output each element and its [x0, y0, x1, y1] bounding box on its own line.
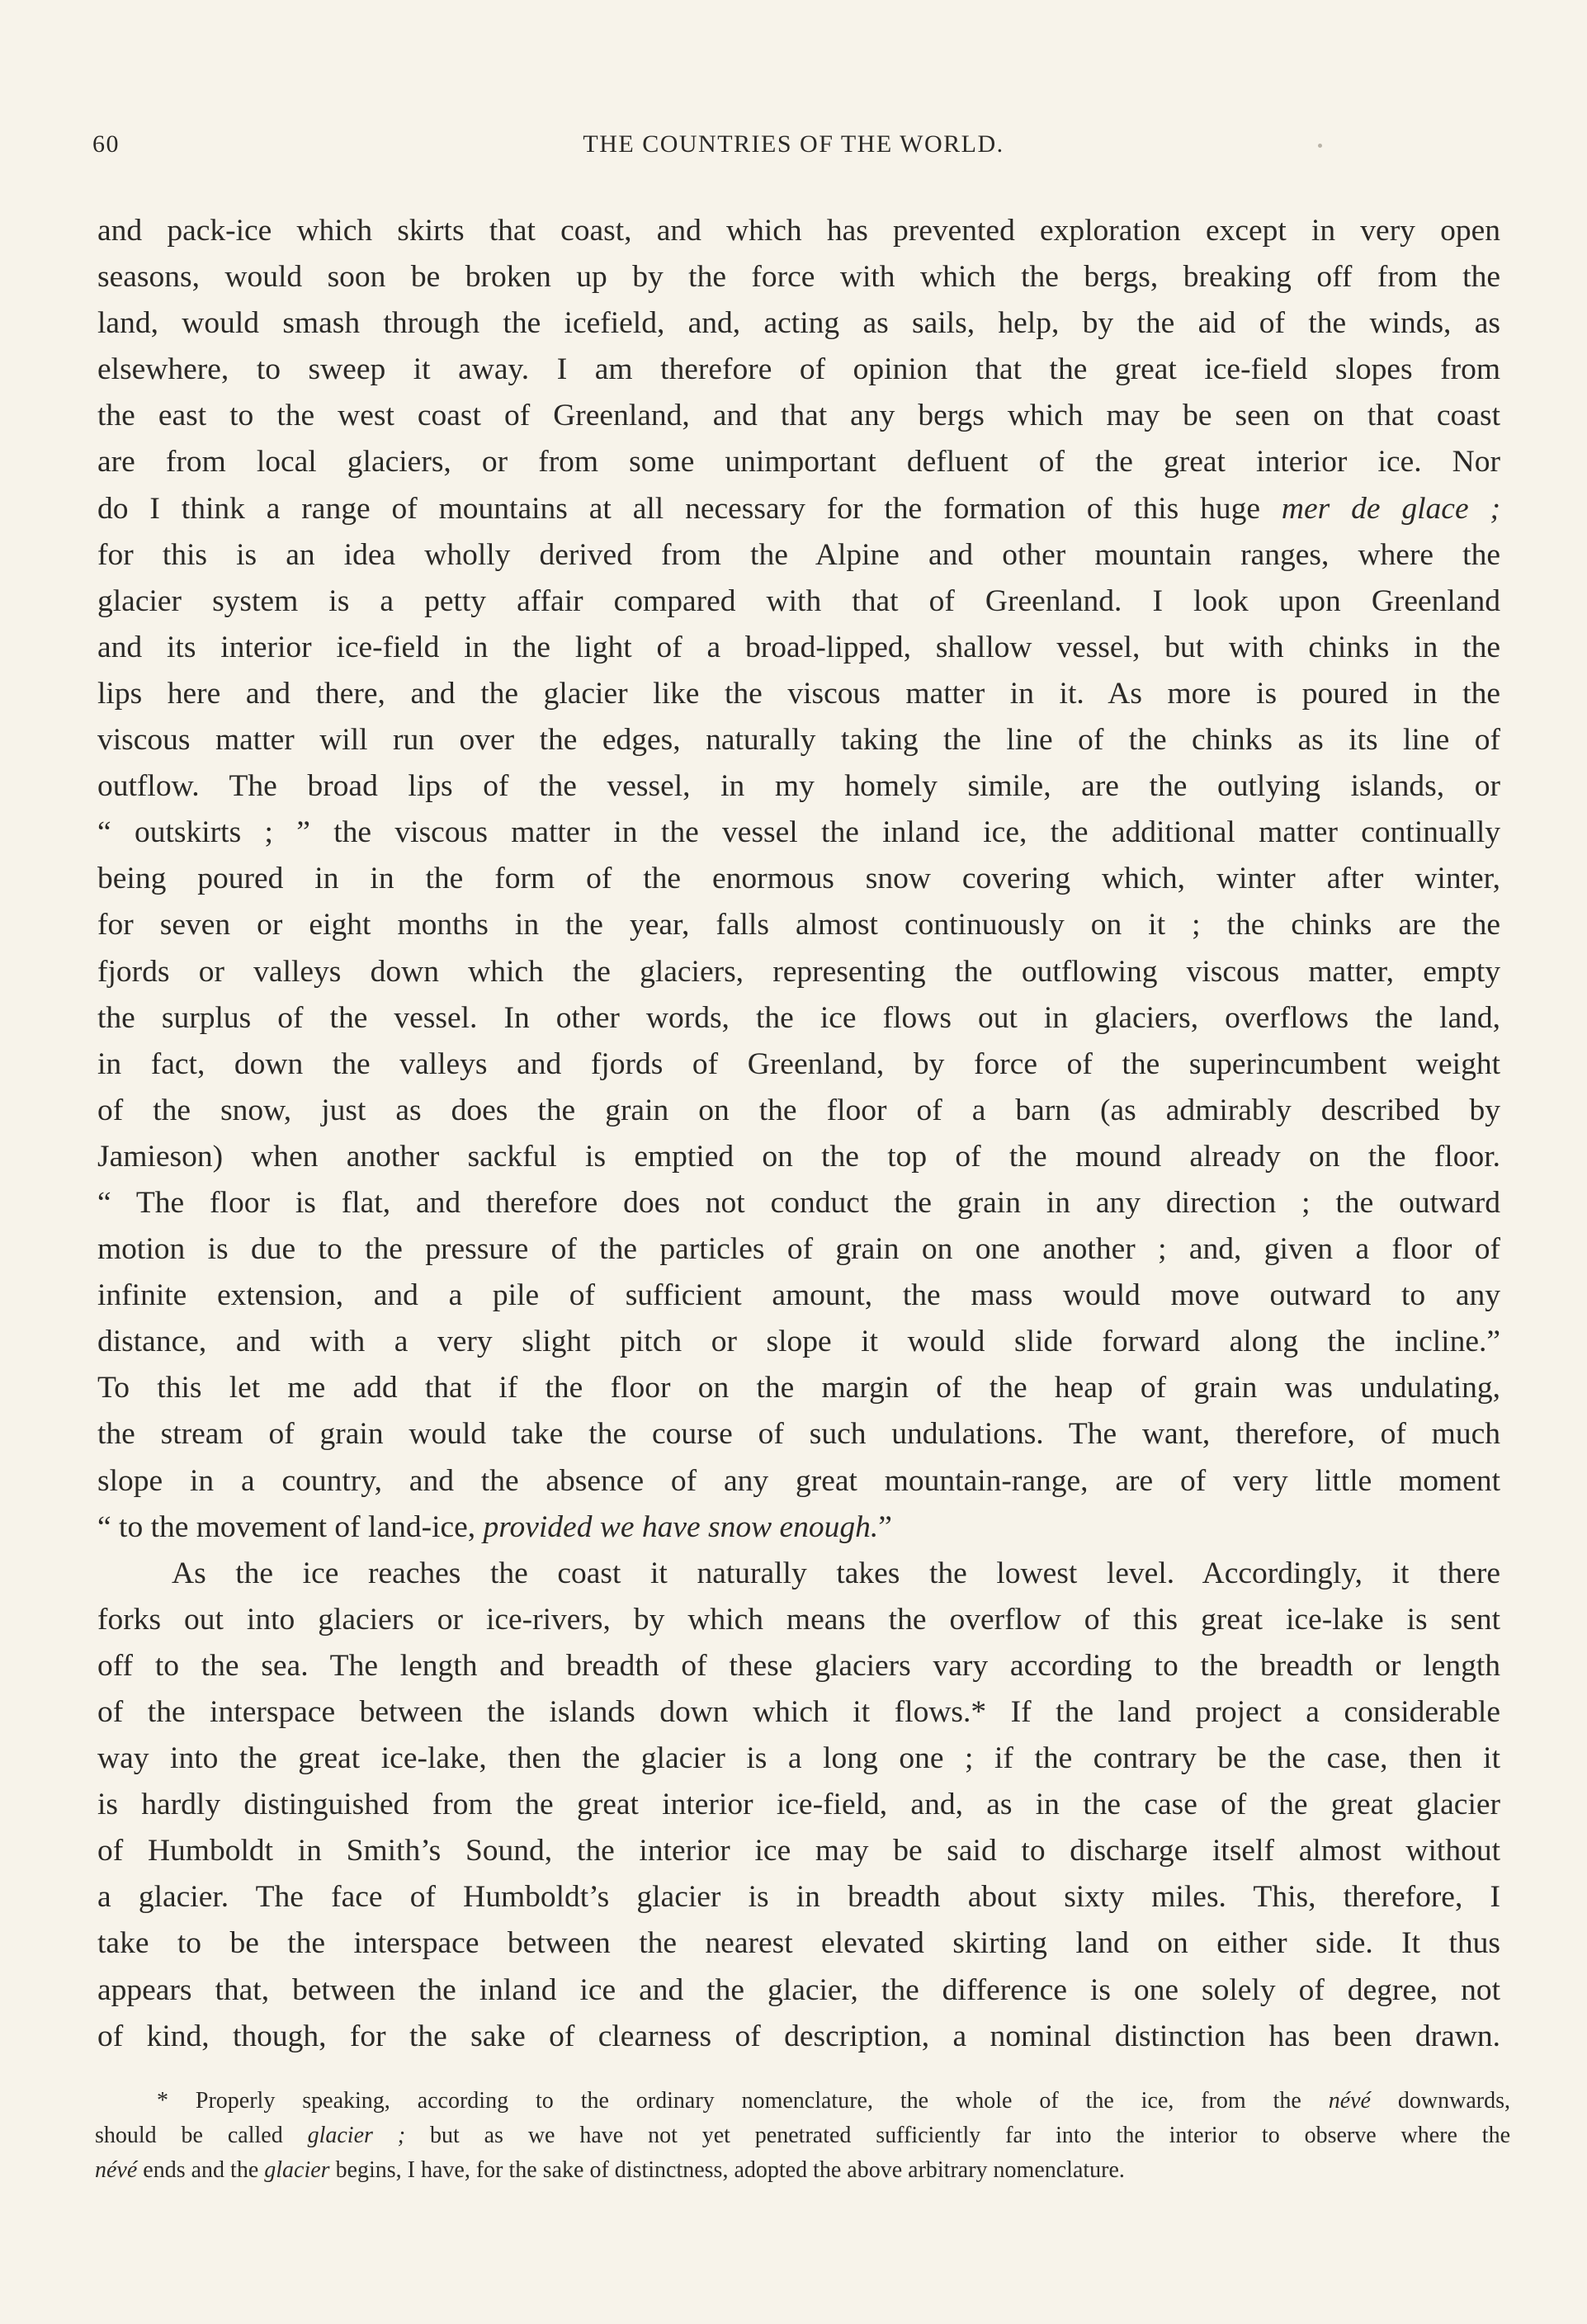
text-line: infinite extension, and a pile of sufficient amount, the mass would move outward to any: [97, 1278, 1500, 1313]
text-line: of the interspace between the islands down which it flows.* If the land project a considerable: [97, 1695, 1500, 1729]
text-line: and pack-ice which skirts that coast, and which has prevented exploration except in very open: [97, 214, 1500, 248]
text-line: “ The floor is flat, and therefore does not conduct the grain in any direction ; the outward: [97, 1185, 1500, 1220]
text-line: do I think a range of mountains at all necessary for the formation of this huge mer de glace ;: [97, 491, 1500, 526]
text-line: are from local glaciers, or from some unimportant defluent of the great interior ice. Nor: [97, 445, 1500, 479]
text-line: motion is due to the pressure of the particles of grain on one another ; and, given a floor of: [97, 1232, 1500, 1267]
footnote-line: névé ends and the glacier begins, I have, for the sake of distinctness, adopted the above arbitrary nomenclature.: [95, 2157, 1125, 2183]
running-title: THE COUNTRIES OF THE WORLD.: [583, 130, 1004, 158]
text-line: of kind, though, for the sake of clearness of description, a nominal distinction has been drawn.: [97, 2019, 1500, 2053]
text-line: is hardly distinguished from the great interior ice-field, and, as in the case of the great glacier: [97, 1788, 1500, 1822]
page-number: 60: [92, 130, 120, 158]
italic-term: glacier: [264, 2157, 330, 2183]
italic-term: névé: [1328, 2088, 1371, 2114]
footnote-line: should be called glacier ; but as we have not yet penetrated sufficiently far into the interior to observe where the: [95, 2123, 1510, 2148]
text-line: seasons, would soon be broken up by the force with which the bergs, breaking off from the: [97, 260, 1500, 295]
text-line: and its interior ice-field in the light of a broad-lipped, shallow vessel, but with chinks in the: [97, 630, 1500, 664]
text-line: for this is an idea wholly derived from the Alpine and other mountain ranges, where the: [97, 537, 1500, 572]
text-line: in fact, down the valleys and fjords of Greenland, by force of the superincumbent weight: [97, 1046, 1500, 1081]
text-line: a glacier. The face of Humboldt’s glacier is in breadth about sixty miles. This, therefore, I: [97, 1880, 1500, 1915]
text-line: of the snow, just as does the grain on the floor of a barn (as admirably described by: [97, 1093, 1500, 1127]
italic-phrase: mer de glace ;: [1281, 491, 1500, 526]
text-line: land, would smash through the icefield, and, acting as sails, help, by the aid of the winds, as: [97, 306, 1500, 341]
text-line: the east to the west coast of Greenland, and that any bergs which may be seen on that coast: [97, 399, 1500, 433]
text-line: “ outskirts ; ” the viscous matter in the vessel the inland ice, the additional matter continually: [97, 815, 1500, 850]
italic-term: glacier ;: [307, 2123, 406, 2148]
text-line: slope in a country, and the absence of any great mountain-range, are of very little moment: [97, 1463, 1500, 1498]
footnote-line: * Properly speaking, according to the ordinary nomenclature, the whole of the ice, from the névé downwards,: [157, 2088, 1511, 2114]
text-line: way into the great ice-lake, then the glacier is a long one ; if the contrary be the case, then it: [97, 1741, 1500, 1776]
text-line: lips here and there, and the glacier like the viscous matter in it. As more is poured in the: [97, 676, 1500, 711]
text-line: forks out into glaciers or ice-rivers, by which means the overflow of this great ice-lake is sent: [97, 1602, 1500, 1637]
text-line: for seven or eight months in the year, falls almost continuously on it ; the chinks are the: [97, 908, 1500, 942]
text-line: viscous matter will run over the edges, naturally taking the line of the chinks as its line of: [97, 723, 1500, 758]
text-line: the surplus of the vessel. In other words, the ice flows out in glaciers, overflows the land,: [97, 1000, 1500, 1035]
text-line: “ to the movement of land-ice, provided we have snow enough.”: [97, 1509, 892, 1544]
text-line: Jamieson) when another sackful is emptied on the top of the mound already on the floor.: [97, 1139, 1500, 1174]
text-line: take to be the interspace between the nearest elevated skirting land on either side. It thus: [97, 1926, 1500, 1961]
text-line: distance, and with a very slight pitch or slope it would slide forward along the incline.”: [97, 1325, 1500, 1359]
text-line: As the ice reaches the coast it naturally takes the lowest level. Accordingly, it there: [172, 1556, 1500, 1590]
ink-speck: [1318, 144, 1322, 148]
text-line: being poured in in the form of the enormous snow covering which, winter after winter,: [97, 862, 1500, 896]
italic-term: névé: [95, 2157, 138, 2183]
text-line: off to the sea. The length and breadth of these glaciers vary according to the breadth or length: [97, 1648, 1500, 1683]
italic-phrase: provided we have snow enough.: [483, 1509, 879, 1544]
text-line: fjords or valleys down which the glaciers, representing the outflowing viscous matter, empty: [97, 954, 1500, 989]
text-line: the stream of grain would take the course of such undulations. The want, therefore, of much: [97, 1417, 1500, 1452]
text-line: appears that, between the inland ice and the glacier, the difference is one solely of degree, not: [97, 1972, 1500, 2007]
text-line: of Humboldt in Smith’s Sound, the interior ice may be said to discharge itself almost without: [97, 1834, 1500, 1868]
text-line: outflow. The broad lips of the vessel, in my homely simile, are the outlying islands, or: [97, 769, 1500, 804]
text-line: elsewhere, to sweep it away. I am therefore of opinion that the great ice-field slopes from: [97, 352, 1500, 387]
footnote: [95, 2084, 1510, 2188]
text-line: glacier system is a petty affair compared with that of Greenland. I look upon Greenland: [97, 583, 1500, 618]
running-head: [92, 130, 1495, 167]
body-text: [97, 208, 1500, 2060]
text-line: To this let me add that if the floor on the margin of the heap of grain was undulating,: [97, 1371, 1500, 1405]
